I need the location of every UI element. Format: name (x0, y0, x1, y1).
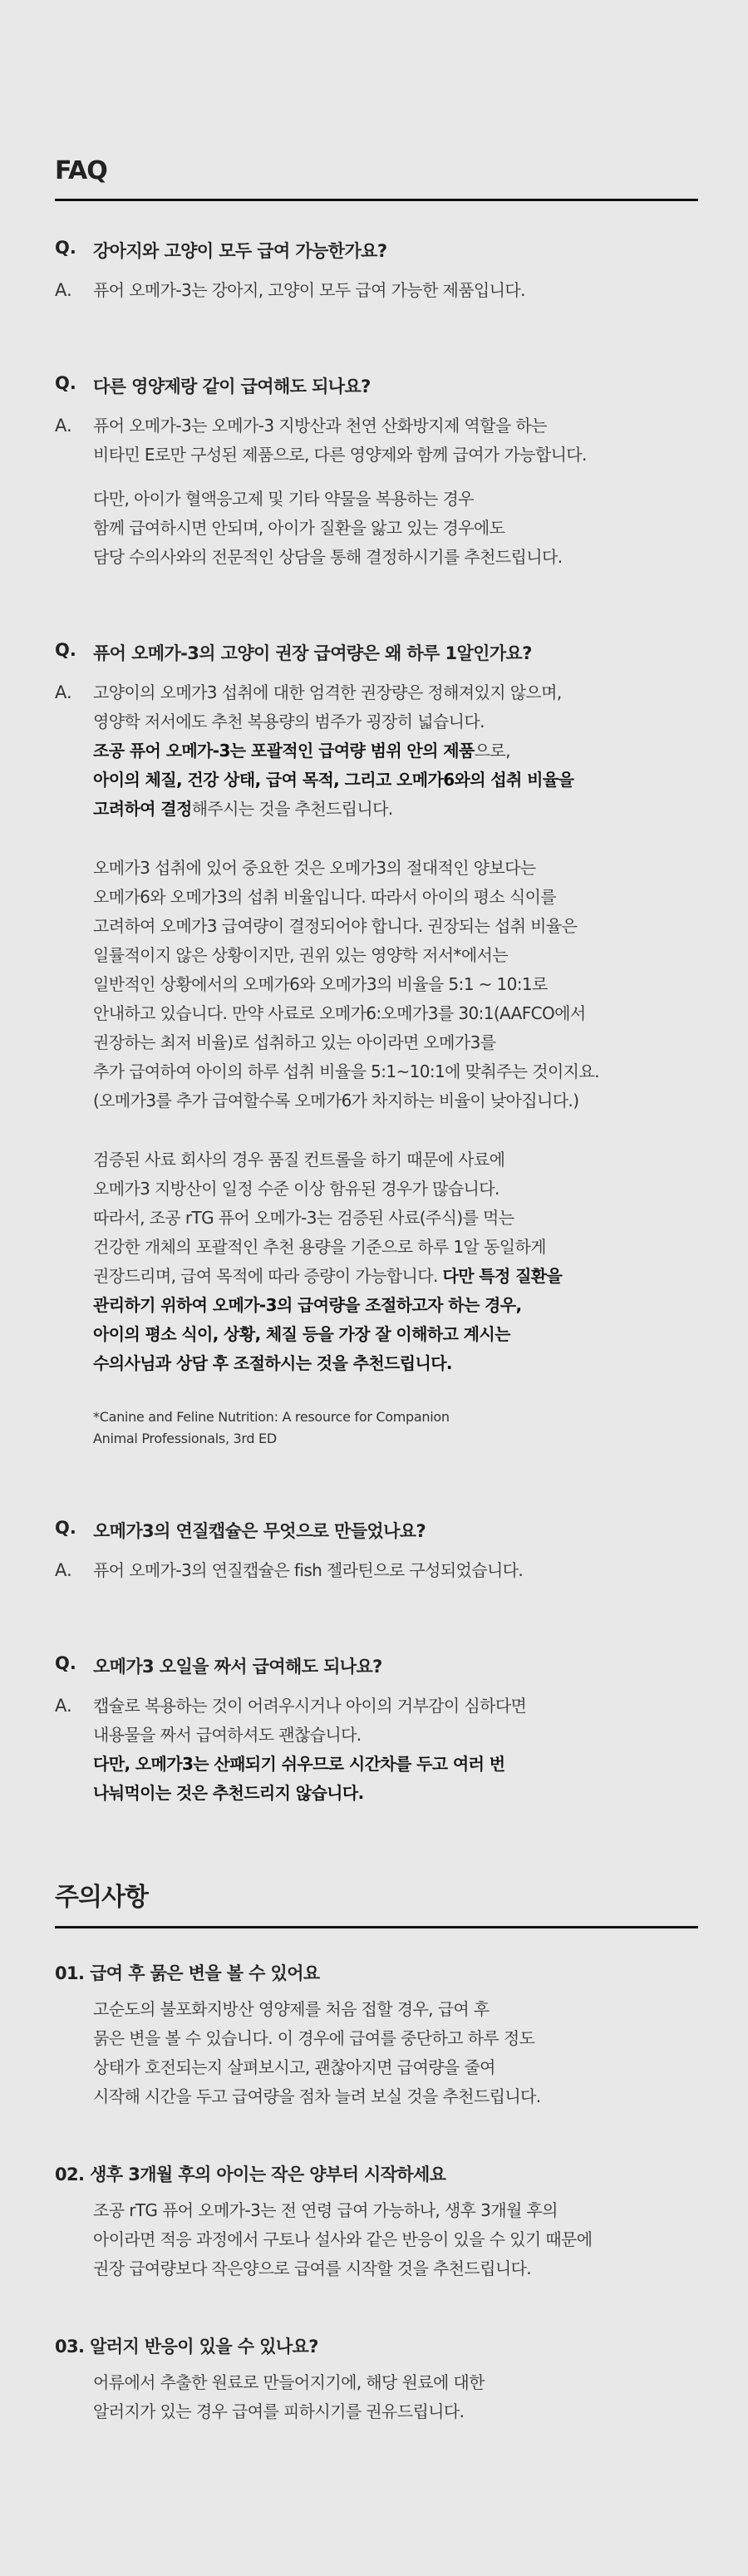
question-text: 오메가3의 연질캡슐은 무엇으로 만들었나요? (93, 1521, 426, 1541)
answer-text: 고양이의 오메가3 섭취에 대한 엄격한 권장량은 정해져있지 않으며, 영양학 저서에도 추천 복용량의 범주가 굉장히 넓습니다. (93, 682, 562, 731)
answer-body (93, 411, 587, 572)
answer-bold-text: 다만, 오메가3는 산패되기 쉬우므로 시간차를 두고 여러 번 나눠먹이는 것은 추천드리지 않습니다. (93, 1754, 505, 1803)
answer-row (55, 1692, 698, 1808)
answer-text: 해주시는 것을 추천드립니다. (191, 799, 393, 819)
answer-mark: A. (55, 682, 72, 702)
answer-body (93, 678, 599, 1450)
answer-row (55, 411, 698, 572)
footnote: *Canine and Feline Nutrition: A resource for Companion Animal Professionals, 3rd ED (93, 1409, 450, 1446)
caution-list (55, 1960, 698, 2426)
answer-row (55, 276, 698, 305)
answer-text: 퓨어 오메가-3는 오메가-3 지방산과 천연 산화방지제 역할을 하는 비타민 E로만 구성된 제품으로, 다른 영양제와 함께 급여가 가능합니다. (93, 416, 587, 465)
caution-heading: 03. 알러지 반응이 있을 수 있나요? (55, 2337, 318, 2357)
answer-row (55, 678, 698, 1450)
answer-row (55, 1556, 698, 1585)
caution-item (55, 1960, 698, 2111)
answer-body (93, 1692, 526, 1808)
caution-item (55, 2333, 698, 2426)
question-row (55, 640, 698, 667)
caution-item (55, 2161, 698, 2283)
question-mark: Q. (55, 238, 76, 258)
answer-text: 으로, (474, 741, 510, 761)
question-text: 강아지와 고양이 모두 급여 가능한가요? (93, 241, 387, 261)
answer-paragraph (93, 485, 587, 572)
answer-bold-text: 아이의 체질, 건강 상태, 급여 목적, 그리고 오메가6와의 섭취 비율을 고려하여 결정 (93, 770, 574, 819)
question-mark: Q. (55, 1653, 76, 1673)
question-row (55, 238, 698, 264)
answer-bold-text: 조공 퓨어 오메가-3는 포괄적인 급여량 범위 안의 제품 (93, 741, 475, 761)
answer-paragraph (93, 1145, 599, 1378)
faq-title: FAQ (55, 156, 698, 201)
answer-mark: A. (55, 1560, 72, 1580)
question-text: 퓨어 오메가-3의 고양이 권장 급여량은 왜 하루 1알인가요? (93, 643, 532, 663)
answer-paragraph (93, 678, 599, 824)
answer-paragraph (93, 276, 525, 305)
answer-paragraph (93, 1556, 523, 1585)
answer-paragraph (93, 411, 587, 470)
question-row (55, 373, 698, 400)
answer-text: 검증된 사료 회사의 경우 품질 컨트롤을 하기 때문에 사료에 오메가3 지방산이 일정 수준 이상 함유된 경우가 많습니다. 따라서, 조공 rTG 퓨어 오메가-3는 검증된 사료(주식)를 먹는 건강한 개체의 포괄적인 추천 용량을 기준으로 하루 1알 동일하게 권장드리며, 급여 목적에 따라 증량이 가능합니다. (93, 1150, 546, 1286)
answer-paragraph (93, 1692, 526, 1808)
answer-body (93, 1556, 523, 1585)
answer-text: 다만, 아이가 혈액응고제 및 기타 약물을 복용하는 경우 함께 급여하시면 안되며, 아이가 질환을 앓고 있는 경우에도 담당 수의사와의 전문적인 상담을 통해 결정하시기를 추천드립니다. (93, 489, 563, 567)
answer-bold-text: 다만 특정 질환을 관리하기 위하여 오메가-3의 급여량을 조절하고자 하는 경우, 아이의 평소 식이, 상황, 체질 등을 가장 잘 이해하고 계시는 수의사님과 상담 후 조절하시는 것을 추천드립니다. (93, 1266, 563, 1373)
caution-heading: 01. 급여 후 묽은 변을 볼 수 있어요 (55, 1963, 320, 1983)
question-mark: Q. (55, 1518, 76, 1538)
caution-title: 주의사항 (55, 1876, 698, 1928)
answer-text: 퓨어 오메가-3의 연질캡슐은 fish 젤라틴으로 구성되었습니다. (93, 1560, 524, 1580)
faq-item (55, 640, 698, 1450)
faq-item (55, 1653, 698, 1808)
answer-body (93, 276, 525, 305)
caution-body: 어류에서 추출한 원료로 만들어지기에, 해당 원료에 대한 알러지가 있는 경우 급여를 피하시기를 권유드립니다. (93, 2372, 485, 2421)
answer-mark: A. (55, 416, 72, 436)
answer-mark: A. (55, 280, 72, 300)
answer-mark: A. (55, 1696, 72, 1716)
answer-text: 퓨어 오메가-3는 강아지, 고양이 모두 급여 가능한 제품입니다. (93, 280, 525, 300)
answer-paragraph (93, 854, 599, 1116)
question-mark: Q. (55, 373, 76, 393)
faq-item (55, 373, 698, 572)
question-row (55, 1653, 698, 1680)
caution-body: 고순도의 불포화지방산 영양제를 처음 접할 경우, 급여 후 묽은 변을 볼 수 있습니다. 이 경우에 급여를 중단하고 하루 정도 상태가 호전되는지 살펴보시고, 괜찮아지면 급여량을 줄여 시작해 시간을 두고 급여량을 점차 늘려 보실 것을 추천드립니다. (93, 1999, 541, 2106)
question-row (55, 1518, 698, 1544)
faq-item (55, 1518, 698, 1585)
question-mark: Q. (55, 640, 76, 660)
faq-item (55, 238, 698, 305)
caution-heading: 02. 생후 3개월 후의 아이는 작은 양부터 시작하세요 (55, 2165, 446, 2184)
caution-body: 조공 rTG 퓨어 오메가-3는 전 연령 급여 가능하나, 생후 3개월 후의 아이라면 적응 과정에서 구토나 설사와 같은 반응이 있을 수 있기 때문에 권장 급여량보다 작은양으로 급여를 시작할 것을 추천드립니다. (93, 2200, 593, 2278)
question-text: 오메가3 오일을 짜서 급여해도 되나요? (93, 1657, 382, 1677)
answer-text: 캡슐로 복용하는 것이 어려우시거나 아이의 거부감이 심하다면 내용물을 짜서 급여하셔도 괜찮습니다. (93, 1696, 527, 1745)
question-text: 다른 영양제랑 같이 급여해도 되나요? (93, 377, 371, 396)
faq-list (55, 238, 698, 1808)
answer-text: 오메가3 섭취에 있어 중요한 것은 오메가3의 절대적인 양보다는 오메가6와 오메가3의 섭취 비율입니다. 따라서 아이의 평소 식이를 고려하여 오메가3 급여량이 결정되어야 합니다. 권장되는 섭취 비율은 일률적이지 않은 상황이지만, 권위 있는 영양학 저서*에서는 일반적인 상황에서의 오메가6와 오메가3의 비율을 5:1 ~ 10:1로 안내하고 있습니다. 만약 사료로 오메가6:오메가3를 30:1(AAFCO에서 권장하는 최저 비율)로 섭취하고 있는 아이라면 오메가3를 추가 급여하여 아이의 하루 섭취 비율을 5:1~10:1에 맞춰주는 것이지요. (오메가3를 추가 급여할수록 오메가6가 차지하는 비율이 낮아집니다.) (93, 858, 599, 1111)
